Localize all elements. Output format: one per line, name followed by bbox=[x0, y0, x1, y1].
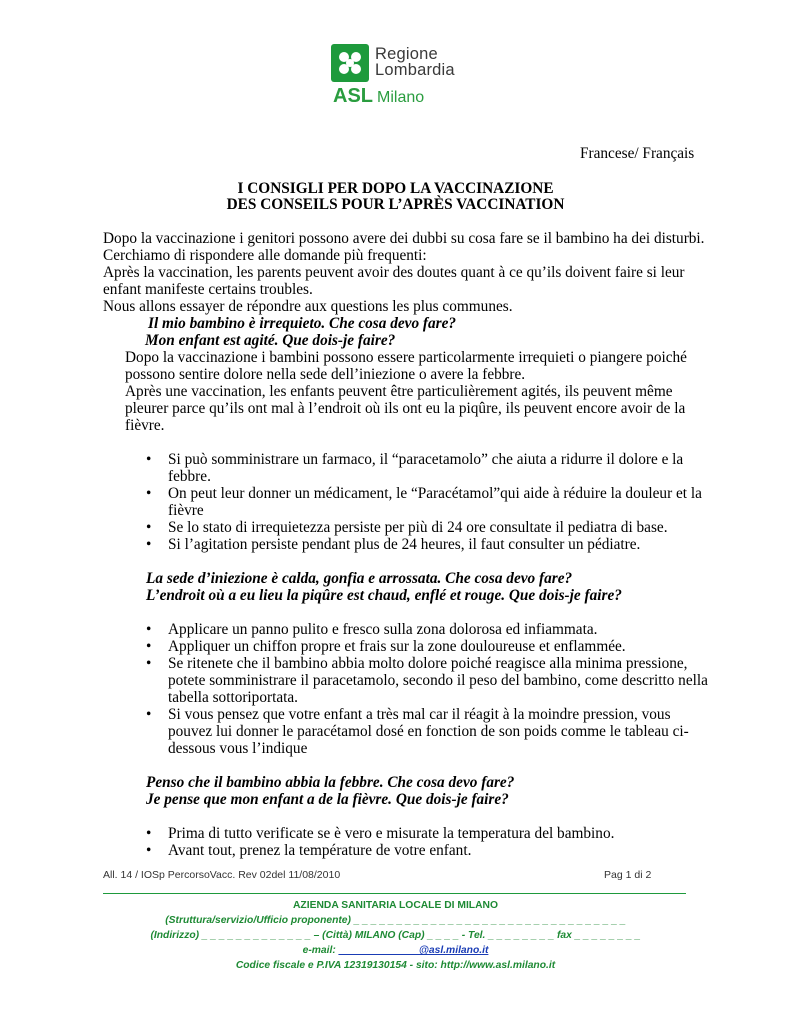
question-french: L’endroit où a eu lieu la piqûre est chaud, enflé et rouge. Que dois-je faire? bbox=[146, 587, 622, 604]
lombardia-rose-icon bbox=[331, 44, 369, 82]
answer-line: Après une vaccination, les enfants peuvent être particulièrement agités, ils peuvent même bbox=[125, 383, 673, 400]
question-italian: La sede d’iniezione è calda, gonfia e arrossata. Che cosa devo fare? bbox=[146, 570, 573, 587]
footer-email-link[interactable]: ______________@asl.milano.it bbox=[338, 945, 489, 956]
intro-line: Dopo la vaccinazione i genitori possono avere dei dubbi su cosa fare se il bambino ha dei disturbi. bbox=[103, 230, 705, 247]
question-italian: Penso che il bambino abbia la febbre. Che cosa devo fare? bbox=[146, 774, 515, 791]
list-item-text: tabella sottoriportata. bbox=[168, 689, 298, 706]
title-italian: I CONSIGLI PER DOPO LA VACCINAZIONE bbox=[237, 180, 554, 197]
answer-line: Dopo la vaccinazione i bambini possono essere particolarmente irrequieti o piangere poiché bbox=[125, 349, 687, 366]
question-italian: Il mio bambino è irrequieto. Che cosa devo fare? bbox=[148, 315, 457, 332]
answer-line: possono sentire dolore nella sede dell’iniezione o avere la febbre. bbox=[125, 366, 526, 383]
list-item-text: Avant tout, prenez la température de votre enfant. bbox=[168, 842, 472, 859]
list-item-text: potete somministrare il paracetamolo, secondo il peso del bambino, come descritto nella bbox=[168, 672, 708, 689]
bullet-icon: • bbox=[146, 536, 152, 553]
footer-tax-and-site: Codice fiscale e P.IVA 12319130154 - sito: http://www.asl.milano.it bbox=[235, 960, 556, 971]
list-item-text: Se lo stato di irrequietezza persiste per più di 24 ore consultate il pediatra di base. bbox=[168, 519, 668, 536]
logo-asl bbox=[333, 85, 425, 107]
list-item-text: Si l’agitation persiste pendant plus de 24 heures, il faut consulter un pédiatre. bbox=[168, 536, 641, 553]
list-item-text: Applicare un panno pulito e fresco sulla zona dolorosa ed infiammata. bbox=[168, 621, 598, 638]
footer-department: (Struttura/servizio/Ufficio proponente) _ _ _ _ _ _ _ _ _ _ _ _ _ _ _ _ _ _ _ _ _ _ _ _ _ _ _ _ _ _ _ _ bbox=[165, 915, 626, 926]
footer-agency: AZIENDA SANITARIA LOCALE DI MILANO bbox=[293, 900, 498, 911]
answer-line: fièvre. bbox=[125, 417, 165, 434]
title-french: DES CONSEILS POUR L’APRÈS VACCINATION bbox=[226, 196, 565, 213]
intro-line: enfant manifeste certains troubles. bbox=[103, 281, 313, 298]
intro-line: Après la vaccination, les parents peuvent avoir des doutes quant à ce qu’ils doivent faire si leur bbox=[103, 264, 685, 281]
logo-region-line1: Regione bbox=[375, 45, 438, 63]
bullet-icon: • bbox=[146, 842, 152, 859]
bullet-icon: • bbox=[146, 706, 152, 723]
list-item-text: pouvez lui donner le paracétamol dosé en fonction de son poids comme le tableau ci- bbox=[168, 723, 689, 740]
intro-line: Cerchiamo di rispondere alle domande più frequenti: bbox=[103, 247, 427, 264]
intro-line: Nous allons essayer de répondre aux questions les plus communes. bbox=[103, 298, 513, 315]
question-french: Je pense que mon enfant a de la fièvre. Que dois-je faire? bbox=[146, 791, 509, 808]
list-item-text: Si può somministrare un farmaco, il “paracetamolo” che aiuta a ridurre il dolore e la bbox=[168, 451, 684, 468]
logo-city: Milano bbox=[377, 89, 425, 106]
list-item-text: fièvre bbox=[168, 502, 204, 519]
footer-address: (Indirizzo) _ _ _ _ _ _ _ _ _ _ _ _ _ – (Città) MILANO (Cap) _ _ _ _ - Tel. _ _ _ _ _ _ _ _ fax _ _ _ _ _ _ _ _ bbox=[150, 930, 641, 941]
logo-region-line2: Lombardia bbox=[375, 61, 455, 79]
list-item-text: dessous vous l’indique bbox=[168, 740, 308, 757]
list-item-text: Appliquer un chiffon propre et frais sur la zone douloureuse et enflammée. bbox=[168, 638, 626, 655]
document-reference: All. 14 / IOSp PercorsoVacc. Rev 02del 11/08/2010 bbox=[103, 869, 341, 881]
footer-divider bbox=[103, 893, 686, 894]
question-french: Mon enfant est agité. Que dois-je faire? bbox=[145, 332, 396, 349]
bullet-icon: • bbox=[146, 621, 152, 638]
language-tag: Francese/ Français bbox=[580, 145, 695, 162]
list-item-text: Si vous pensez que votre enfant a très mal car il réagit à la moindre pression, vous bbox=[168, 706, 671, 723]
bullet-icon: • bbox=[146, 485, 152, 502]
logo bbox=[331, 44, 471, 114]
list-item-text: On peut leur donner un médicament, le “Paracétamol”qui aide à réduire la douleur et la bbox=[168, 485, 702, 502]
footer-email-label: e-mail: bbox=[302, 945, 336, 956]
bullet-icon: • bbox=[146, 655, 152, 672]
bullet-icon: • bbox=[146, 825, 152, 842]
bullet-icon: • bbox=[146, 451, 152, 468]
list-item-text: Se ritenete che il bambino abbia molto dolore poiché reagisce alla minima pressione, bbox=[168, 655, 688, 672]
answer-line: pleurer parce qu’ils ont mal à l’endroit où ils ont eu la piqûre, ils peuvent encore avoir de la bbox=[125, 400, 686, 417]
bullet-icon: • bbox=[146, 519, 152, 536]
list-item-text: febbre. bbox=[168, 468, 211, 485]
bullet-icon: • bbox=[146, 638, 152, 655]
list-item-text: Prima di tutto verificate se è vero e misurate la temperatura del bambino. bbox=[168, 825, 615, 842]
logo-asl-text: ASL bbox=[333, 85, 373, 107]
page-number: Pag 1 di 2 bbox=[604, 869, 652, 881]
